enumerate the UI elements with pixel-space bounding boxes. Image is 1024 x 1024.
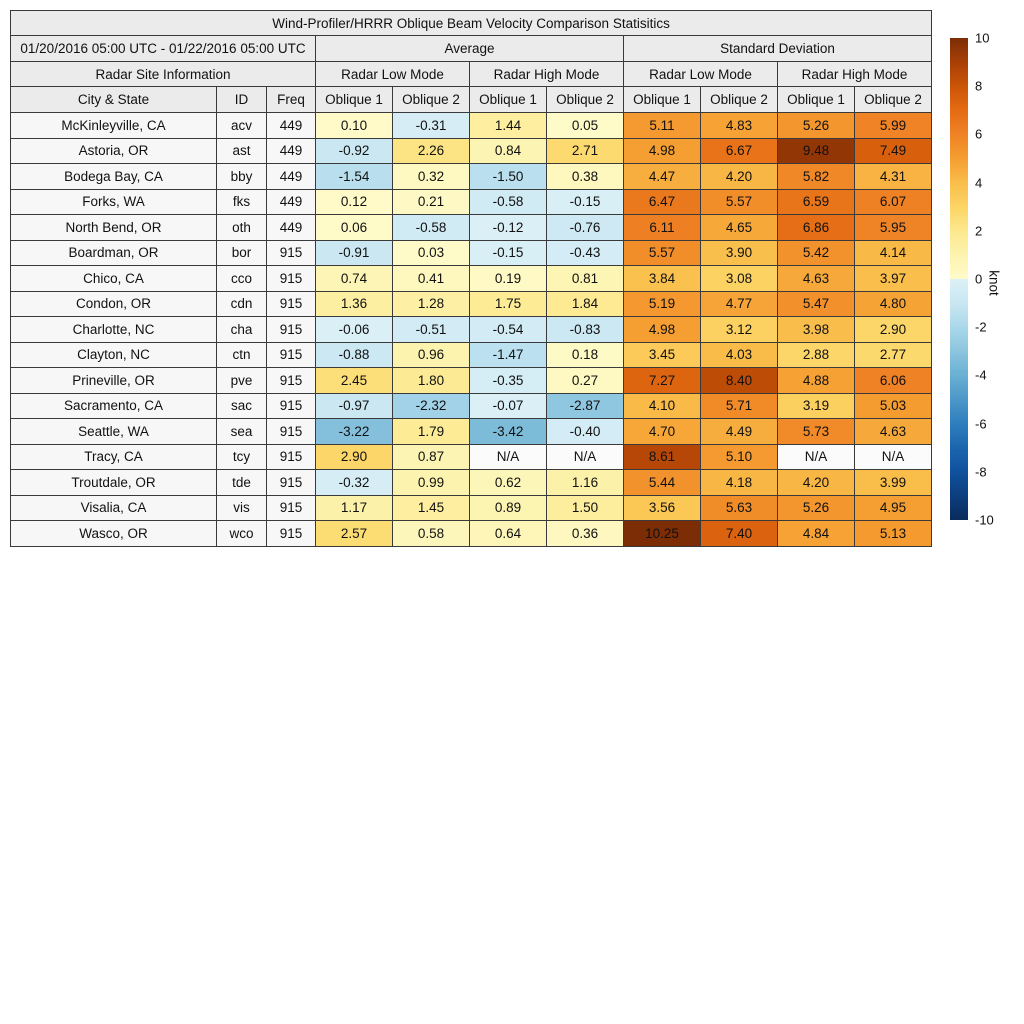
value-cell: 5.99: [855, 113, 932, 139]
table-row: [11, 266, 932, 292]
id-cell: tcy: [217, 444, 267, 470]
value-cell: 2.77: [855, 342, 932, 368]
value-cell: -0.97: [316, 393, 393, 419]
colorbar-tick-label: 8: [975, 78, 983, 94]
value-cell: 0.36: [547, 521, 624, 547]
column-header-oblique: Oblique 1: [470, 87, 547, 113]
colorbar-tick-label: -10: [975, 512, 994, 528]
column-header-freq: Freq: [267, 87, 316, 113]
value-cell: 4.98: [624, 317, 701, 343]
value-cell: 4.95: [855, 495, 932, 521]
city-cell: Visalia, CA: [11, 495, 217, 521]
freq-cell: 915: [267, 521, 316, 547]
city-cell: McKinleyville, CA: [11, 113, 217, 139]
id-cell: vis: [217, 495, 267, 521]
city-cell: Bodega Bay, CA: [11, 164, 217, 190]
value-cell: 0.99: [393, 470, 470, 496]
value-cell: 4.65: [701, 215, 778, 241]
value-cell: 6.11: [624, 215, 701, 241]
id-cell: cco: [217, 266, 267, 292]
table-row: [11, 470, 932, 496]
table-row: [11, 393, 932, 419]
value-cell: 3.19: [778, 393, 855, 419]
column-header-oblique: Oblique 2: [547, 87, 624, 113]
id-cell: tde: [217, 470, 267, 496]
value-cell: 1.17: [316, 495, 393, 521]
value-cell: 6.86: [778, 215, 855, 241]
value-cell: 5.26: [778, 495, 855, 521]
id-cell: sea: [217, 419, 267, 445]
value-cell: 0.03: [393, 240, 470, 266]
freq-cell: 449: [267, 215, 316, 241]
period-cell: 01/20/2016 05:00 UTC - 01/22/2016 05:00 UTC: [11, 36, 316, 62]
colorbar: [950, 30, 1002, 528]
column-header-oblique: Oblique 1: [316, 87, 393, 113]
id-cell: acv: [217, 113, 267, 139]
freq-cell: 449: [267, 113, 316, 139]
value-cell: -0.32: [316, 470, 393, 496]
value-cell: N/A: [547, 444, 624, 470]
value-cell: 0.12: [316, 189, 393, 215]
freq-cell: 449: [267, 189, 316, 215]
id-cell: sac: [217, 393, 267, 419]
value-cell: 0.74: [316, 266, 393, 292]
colorbar-tick-label: 4: [975, 175, 983, 191]
value-cell: 2.57: [316, 521, 393, 547]
group-header-row: [11, 36, 932, 62]
value-cell: -3.42: [470, 419, 547, 445]
value-cell: 3.45: [624, 342, 701, 368]
table-row: [11, 495, 932, 521]
value-cell: 3.99: [855, 470, 932, 496]
value-cell: 0.41: [393, 266, 470, 292]
value-cell: 5.44: [624, 470, 701, 496]
value-cell: 6.59: [778, 189, 855, 215]
value-cell: 4.10: [624, 393, 701, 419]
column-header-oblique: Oblique 2: [855, 87, 932, 113]
value-cell: 5.03: [855, 393, 932, 419]
value-cell: 1.44: [470, 113, 547, 139]
value-cell: 5.42: [778, 240, 855, 266]
value-cell: 2.26: [393, 138, 470, 164]
value-cell: 4.31: [855, 164, 932, 190]
stats-table: [10, 10, 932, 547]
value-cell: -2.32: [393, 393, 470, 419]
value-cell: 0.10: [316, 113, 393, 139]
value-cell: 5.13: [855, 521, 932, 547]
group-header-average: Average: [316, 36, 624, 62]
value-cell: 0.89: [470, 495, 547, 521]
value-cell: -0.58: [470, 189, 547, 215]
table-header: [11, 11, 932, 113]
colorbar-gradient: [950, 38, 968, 520]
table-row: [11, 342, 932, 368]
city-cell: Seattle, WA: [11, 419, 217, 445]
value-cell: 4.63: [855, 419, 932, 445]
value-cell: 6.06: [855, 368, 932, 394]
value-cell: -0.40: [547, 419, 624, 445]
colorbar-tick-label: -8: [975, 464, 987, 480]
value-cell: 1.45: [393, 495, 470, 521]
city-cell: Condon, OR: [11, 291, 217, 317]
freq-cell: 915: [267, 317, 316, 343]
value-cell: 5.11: [624, 113, 701, 139]
freq-cell: 915: [267, 240, 316, 266]
value-cell: 0.21: [393, 189, 470, 215]
freq-cell: 915: [267, 368, 316, 394]
id-cell: wco: [217, 521, 267, 547]
table-row: [11, 444, 932, 470]
city-cell: Chico, CA: [11, 266, 217, 292]
freq-cell: 915: [267, 393, 316, 419]
table-row: [11, 317, 932, 343]
mode-header-row: [11, 62, 932, 87]
value-cell: 6.07: [855, 189, 932, 215]
value-cell: 5.47: [778, 291, 855, 317]
value-cell: -0.12: [470, 215, 547, 241]
id-cell: fks: [217, 189, 267, 215]
value-cell: 6.67: [701, 138, 778, 164]
value-cell: 4.47: [624, 164, 701, 190]
value-cell: 4.83: [701, 113, 778, 139]
value-cell: 2.88: [778, 342, 855, 368]
value-cell: 2.90: [316, 444, 393, 470]
value-cell: -0.88: [316, 342, 393, 368]
column-header-city: City & State: [11, 87, 217, 113]
city-cell: Wasco, OR: [11, 521, 217, 547]
value-cell: 0.19: [470, 266, 547, 292]
city-cell: Astoria, OR: [11, 138, 217, 164]
value-cell: -0.31: [393, 113, 470, 139]
value-cell: 4.63: [778, 266, 855, 292]
value-cell: 1.50: [547, 495, 624, 521]
value-cell: 1.28: [393, 291, 470, 317]
title-row: [11, 11, 932, 36]
colorbar-tick-label: 10: [975, 30, 990, 46]
table-row: [11, 419, 932, 445]
value-cell: 5.63: [701, 495, 778, 521]
value-cell: 3.84: [624, 266, 701, 292]
colorbar-unit-label: knot: [986, 270, 1002, 296]
freq-cell: 915: [267, 470, 316, 496]
value-cell: 1.75: [470, 291, 547, 317]
id-cell: bby: [217, 164, 267, 190]
value-cell: 1.79: [393, 419, 470, 445]
id-cell: oth: [217, 215, 267, 241]
freq-cell: 915: [267, 444, 316, 470]
table-row: [11, 291, 932, 317]
city-cell: Tracy, CA: [11, 444, 217, 470]
group-header-standard-deviation: Standard Deviation: [624, 36, 932, 62]
freq-cell: 915: [267, 419, 316, 445]
value-cell: 4.20: [778, 470, 855, 496]
value-cell: 5.57: [701, 189, 778, 215]
value-cell: 4.49: [701, 419, 778, 445]
mode-header-avg-high: Radar High Mode: [470, 62, 624, 87]
value-cell: 4.77: [701, 291, 778, 317]
mode-header-avg-low: Radar Low Mode: [316, 62, 470, 87]
city-cell: Forks, WA: [11, 189, 217, 215]
value-cell: 4.14: [855, 240, 932, 266]
table-title: Wind-Profiler/HRRR Oblique Beam Velocity Comparison Statisitics: [11, 11, 932, 36]
value-cell: 1.36: [316, 291, 393, 317]
value-cell: -0.83: [547, 317, 624, 343]
site-info-header: Radar Site Information: [11, 62, 316, 87]
id-cell: pve: [217, 368, 267, 394]
table-row: [11, 164, 932, 190]
value-cell: 0.18: [547, 342, 624, 368]
value-cell: -0.76: [547, 215, 624, 241]
value-cell: N/A: [778, 444, 855, 470]
colorbar-tick-label: 0: [975, 271, 983, 287]
value-cell: 10.25: [624, 521, 701, 547]
value-cell: -0.35: [470, 368, 547, 394]
city-cell: North Bend, OR: [11, 215, 217, 241]
city-cell: Troutdale, OR: [11, 470, 217, 496]
id-cell: bor: [217, 240, 267, 266]
value-cell: 5.82: [778, 164, 855, 190]
value-cell: 9.48: [778, 138, 855, 164]
mode-header-std-low: Radar Low Mode: [624, 62, 778, 87]
value-cell: 0.32: [393, 164, 470, 190]
value-cell: 5.10: [701, 444, 778, 470]
value-cell: -0.58: [393, 215, 470, 241]
value-cell: 2.45: [316, 368, 393, 394]
value-cell: 7.40: [701, 521, 778, 547]
value-cell: 3.90: [701, 240, 778, 266]
value-cell: 5.71: [701, 393, 778, 419]
value-cell: -0.43: [547, 240, 624, 266]
table-row: [11, 215, 932, 241]
value-cell: 5.95: [855, 215, 932, 241]
value-cell: 5.26: [778, 113, 855, 139]
value-cell: 2.90: [855, 317, 932, 343]
value-cell: 4.18: [701, 470, 778, 496]
value-cell: 4.80: [855, 291, 932, 317]
value-cell: 6.47: [624, 189, 701, 215]
value-cell: 4.70: [624, 419, 701, 445]
value-cell: 4.03: [701, 342, 778, 368]
value-cell: -0.15: [470, 240, 547, 266]
value-cell: -0.07: [470, 393, 547, 419]
value-cell: 0.06: [316, 215, 393, 241]
column-header-oblique: Oblique 2: [701, 87, 778, 113]
value-cell: 2.71: [547, 138, 624, 164]
value-cell: -1.47: [470, 342, 547, 368]
table-row: [11, 240, 932, 266]
table-row: [11, 368, 932, 394]
id-cell: cha: [217, 317, 267, 343]
colorbar-tick-label: 2: [975, 223, 983, 239]
column-header-id: ID: [217, 87, 267, 113]
value-cell: 5.57: [624, 240, 701, 266]
value-cell: 0.58: [393, 521, 470, 547]
freq-cell: 915: [267, 266, 316, 292]
value-cell: 0.81: [547, 266, 624, 292]
id-cell: ast: [217, 138, 267, 164]
value-cell: 3.12: [701, 317, 778, 343]
value-cell: 4.98: [624, 138, 701, 164]
value-cell: 0.62: [470, 470, 547, 496]
table-row: [11, 113, 932, 139]
value-cell: 8.40: [701, 368, 778, 394]
value-cell: 4.88: [778, 368, 855, 394]
value-cell: 0.64: [470, 521, 547, 547]
colorbar-tick-label: -2: [975, 319, 987, 335]
column-header-oblique: Oblique 1: [624, 87, 701, 113]
value-cell: 4.84: [778, 521, 855, 547]
column-header-oblique: Oblique 2: [393, 87, 470, 113]
value-cell: 5.19: [624, 291, 701, 317]
freq-cell: 915: [267, 342, 316, 368]
value-cell: 0.84: [470, 138, 547, 164]
id-cell: cdn: [217, 291, 267, 317]
value-cell: -1.54: [316, 164, 393, 190]
value-cell: 0.87: [393, 444, 470, 470]
freq-cell: 449: [267, 138, 316, 164]
value-cell: 7.27: [624, 368, 701, 394]
value-cell: -3.22: [316, 419, 393, 445]
value-cell: 0.27: [547, 368, 624, 394]
city-cell: Sacramento, CA: [11, 393, 217, 419]
mode-header-std-high: Radar High Mode: [778, 62, 932, 87]
column-header-row: [11, 87, 932, 113]
value-cell: 8.61: [624, 444, 701, 470]
column-header-oblique: Oblique 1: [778, 87, 855, 113]
value-cell: 3.97: [855, 266, 932, 292]
value-cell: 3.56: [624, 495, 701, 521]
id-cell: ctn: [217, 342, 267, 368]
city-cell: Prineville, OR: [11, 368, 217, 394]
value-cell: -0.06: [316, 317, 393, 343]
colorbar-tick-label: 6: [975, 126, 983, 142]
value-cell: 3.08: [701, 266, 778, 292]
value-cell: -0.92: [316, 138, 393, 164]
value-cell: -0.54: [470, 317, 547, 343]
value-cell: 0.05: [547, 113, 624, 139]
value-cell: 1.16: [547, 470, 624, 496]
value-cell: 0.38: [547, 164, 624, 190]
city-cell: Clayton, NC: [11, 342, 217, 368]
value-cell: 1.80: [393, 368, 470, 394]
table-row: [11, 189, 932, 215]
value-cell: -2.87: [547, 393, 624, 419]
value-cell: -0.91: [316, 240, 393, 266]
value-cell: -0.51: [393, 317, 470, 343]
value-cell: 1.84: [547, 291, 624, 317]
value-cell: -1.50: [470, 164, 547, 190]
value-cell: 7.49: [855, 138, 932, 164]
value-cell: N/A: [470, 444, 547, 470]
value-cell: 4.20: [701, 164, 778, 190]
value-cell: -0.15: [547, 189, 624, 215]
table-row: [11, 521, 932, 547]
colorbar-tick-label: -4: [975, 367, 987, 383]
value-cell: 5.73: [778, 419, 855, 445]
table-row: [11, 138, 932, 164]
city-cell: Boardman, OR: [11, 240, 217, 266]
freq-cell: 915: [267, 495, 316, 521]
value-cell: 0.96: [393, 342, 470, 368]
colorbar-tick-label: -6: [975, 416, 987, 432]
freq-cell: 915: [267, 291, 316, 317]
table-body: [11, 113, 932, 547]
city-cell: Charlotte, NC: [11, 317, 217, 343]
value-cell: N/A: [855, 444, 932, 470]
freq-cell: 449: [267, 164, 316, 190]
value-cell: 3.98: [778, 317, 855, 343]
